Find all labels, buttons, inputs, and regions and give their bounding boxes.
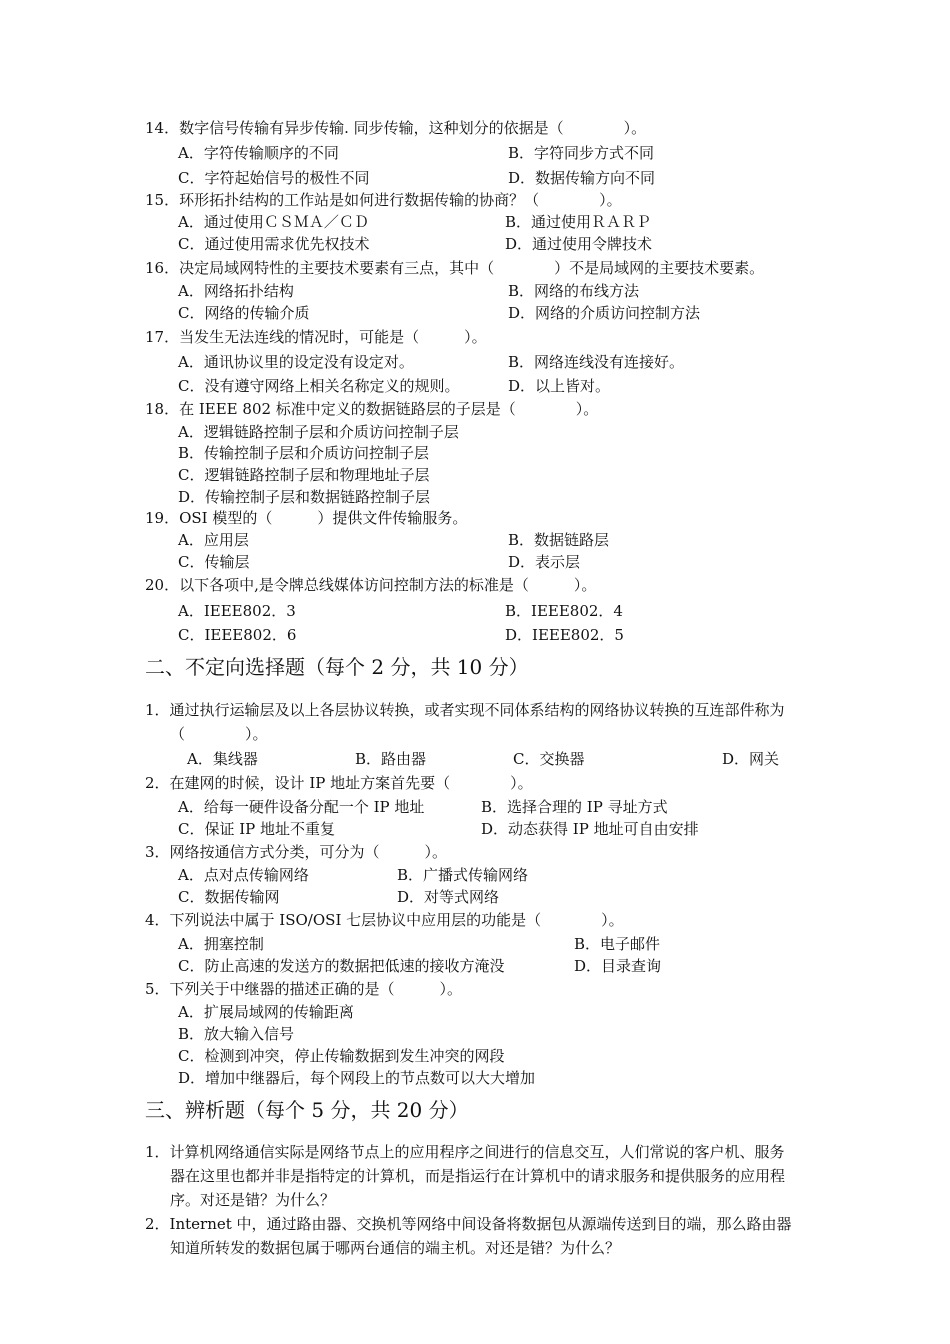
s2-question-1-option-b: B．路由器: [355, 750, 427, 768]
question-18-option-a: A．逻辑链路控制子层和介质访问控制子层: [178, 423, 459, 441]
s2-question-3-option-a: A．点对点传输网络: [178, 866, 309, 884]
s2-question-3-option-b: B．广播式传输网络: [397, 866, 529, 884]
s2-question-1-stem-line-1: 1．通过执行运输层及以上各层协议转换，或者实现不同体系结构的网络协议转换的互连部件称为: [145, 701, 785, 719]
question-20-option-b: B．IEEE802．4: [505, 602, 623, 620]
question-19-option-c: C．传输层: [178, 553, 250, 571]
question-16-option-b: B．网络的布线方法: [508, 282, 640, 300]
s2-question-5-option-b: B．放大输入信号: [178, 1025, 295, 1043]
s2-question-4-option-b: B．电子邮件: [574, 935, 661, 953]
s2-question-2-option-a: A．给每一硬件设备分配一个 IP 地址: [178, 798, 425, 816]
s2-question-5-option-d: D．增加中继器后，每个网段上的节点数可以大大增加: [178, 1069, 536, 1087]
s2-question-4-option-c: C．防止高速的发送方的数据把低速的接收方淹没: [178, 957, 505, 975]
s2-question-1-option-d: D．网关: [722, 750, 780, 768]
s2-question-5-option-c: C．检测到冲突，停止传输数据到发生冲突的网段: [178, 1047, 505, 1065]
question-14-option-a: A．字符传输顺序的不同: [178, 144, 339, 162]
question-15-option-c: C．通过使用需求优先权技术: [178, 235, 370, 253]
question-19-stem: 19．OSI 模型的（ ）提供文件传输服务。: [145, 509, 468, 527]
s2-question-1-option-a: A．集线器: [187, 750, 258, 768]
question-20-option-a: A．IEEE802．3: [178, 602, 296, 620]
s3-question-2-line-2: 知道所转发的数据包属于哪两台通信的端主机。对还是错？为什么？: [170, 1239, 621, 1257]
question-19-option-d: D．表示层: [508, 553, 581, 571]
question-14-stem: 14．数字信号传输有异步传输. 同步传输，这种划分的依据是（ ）。: [145, 119, 647, 137]
question-16-option-d: D．网络的介质访问控制方法: [508, 304, 701, 322]
s2-question-4-option-d: D．目录查询: [574, 957, 662, 975]
s2-question-1-option-c: C．交换器: [513, 750, 585, 768]
question-15-option-a: A．通过使用ＣＳＭＡ／ＣＤ: [178, 213, 369, 231]
section-3-heading: 三、辨析题（每个 5 分，共 20 分）: [145, 1098, 469, 1122]
question-15-option-d: D．通过使用令牌技术: [505, 235, 653, 253]
question-17-stem: 17．当发生无法连线的情况时，可能是（ ）。: [145, 328, 487, 346]
s2-question-2-stem: 2．在建网的时候，设计 IP 地址方案首先要（ ）。: [145, 774, 533, 792]
section-2-heading: 二、不定向选择题（每个 2 分，共 10 分）: [145, 655, 529, 679]
s2-question-1-stem-line-2: （ ）。: [170, 725, 268, 743]
s2-question-5-option-a: A．扩展局域网的传输距离: [178, 1003, 354, 1021]
s2-question-2-option-d: D．动态获得 IP 地址可自由安排: [481, 820, 699, 838]
question-18-option-c: C．逻辑链路控制子层和物理地址子层: [178, 466, 430, 484]
question-20-option-d: D．IEEE802．5: [505, 626, 624, 644]
question-16-option-a: A．网络拓扑结构: [178, 282, 294, 300]
question-18-option-d: D．传输控制子层和数据链路控制子层: [178, 488, 431, 506]
s2-question-5-stem: 5．下列关于中继器的描述正确的是（ ）。: [145, 980, 463, 998]
question-18-stem: 18．在 IEEE 802 标准中定义的数据链路层的子层是（ ）。: [145, 400, 599, 418]
s2-question-3-stem: 3．网络按通信方式分类，可分为（ ）。: [145, 843, 448, 861]
s3-question-1-line-3: 序。对还是错？为什么？: [170, 1191, 336, 1209]
s3-question-2-line-1: 2．Internet 中，通过路由器、交换机等网络中间设备将数据包从源端传送到目的端，那么路由器: [145, 1215, 792, 1233]
s2-question-4-option-a: A．拥塞控制: [178, 935, 264, 953]
s3-question-1-line-1: 1．计算机网络通信实际是网络节点上的应用程序之间进行的信息交互，人们常说的客户机、服务: [145, 1143, 785, 1161]
s2-question-3-option-d: D．对等式网络: [397, 888, 500, 906]
question-19-option-b: B．数据链路层: [508, 531, 610, 549]
question-14-option-d: D．数据传输方向不同: [508, 169, 656, 187]
question-19-option-a: A．应用层: [178, 531, 249, 549]
question-20-stem: 20．以下各项中,是令牌总线媒体访问控制方法的标准是（ ）。: [145, 576, 597, 594]
question-14-option-b: B．字符同步方式不同: [508, 144, 655, 162]
question-16-stem: 16．决定局域网特性的主要技术要素有三点，其中（ ）不是局域网的主要技术要素。: [145, 259, 765, 277]
question-15-option-b: B．通过使用ＲＡＲＰ: [505, 213, 652, 231]
question-17-option-c: C．没有遵守网络上相关名称定义的规则。: [178, 377, 460, 395]
question-17-option-b: B．网络连线没有连接好。: [508, 353, 685, 371]
s2-question-2-option-b: B．选择合理的 IP 寻址方式: [481, 798, 668, 816]
question-17-option-d: D．以上皆对。: [508, 377, 611, 395]
question-17-option-a: A．通讯协议里的设定没有设定对。: [178, 353, 414, 371]
s2-question-2-option-c: C．保证 IP 地址不重复: [178, 820, 336, 838]
question-18-option-b: B．传输控制子层和介质访问控制子层: [178, 444, 430, 462]
question-16-option-c: C．网络的传输介质: [178, 304, 310, 322]
question-14-option-c: C．字符起始信号的极性不同: [178, 169, 370, 187]
s2-question-3-option-c: C．数据传输网: [178, 888, 280, 906]
s3-question-1-line-2: 器在这里也都并非是指特定的计算机，而是指运行在计算机中的请求服务和提供服务的应用程: [170, 1167, 786, 1185]
s2-question-4-stem: 4．下列说法中属于 ISO/OSI 七层协议中应用层的功能是（ ）。: [145, 911, 624, 929]
question-15-stem: 15．环形拓扑结构的工作站是如何进行数据传输的协商？（ ）。: [145, 191, 622, 209]
question-20-option-c: C．IEEE802．6: [178, 626, 297, 644]
